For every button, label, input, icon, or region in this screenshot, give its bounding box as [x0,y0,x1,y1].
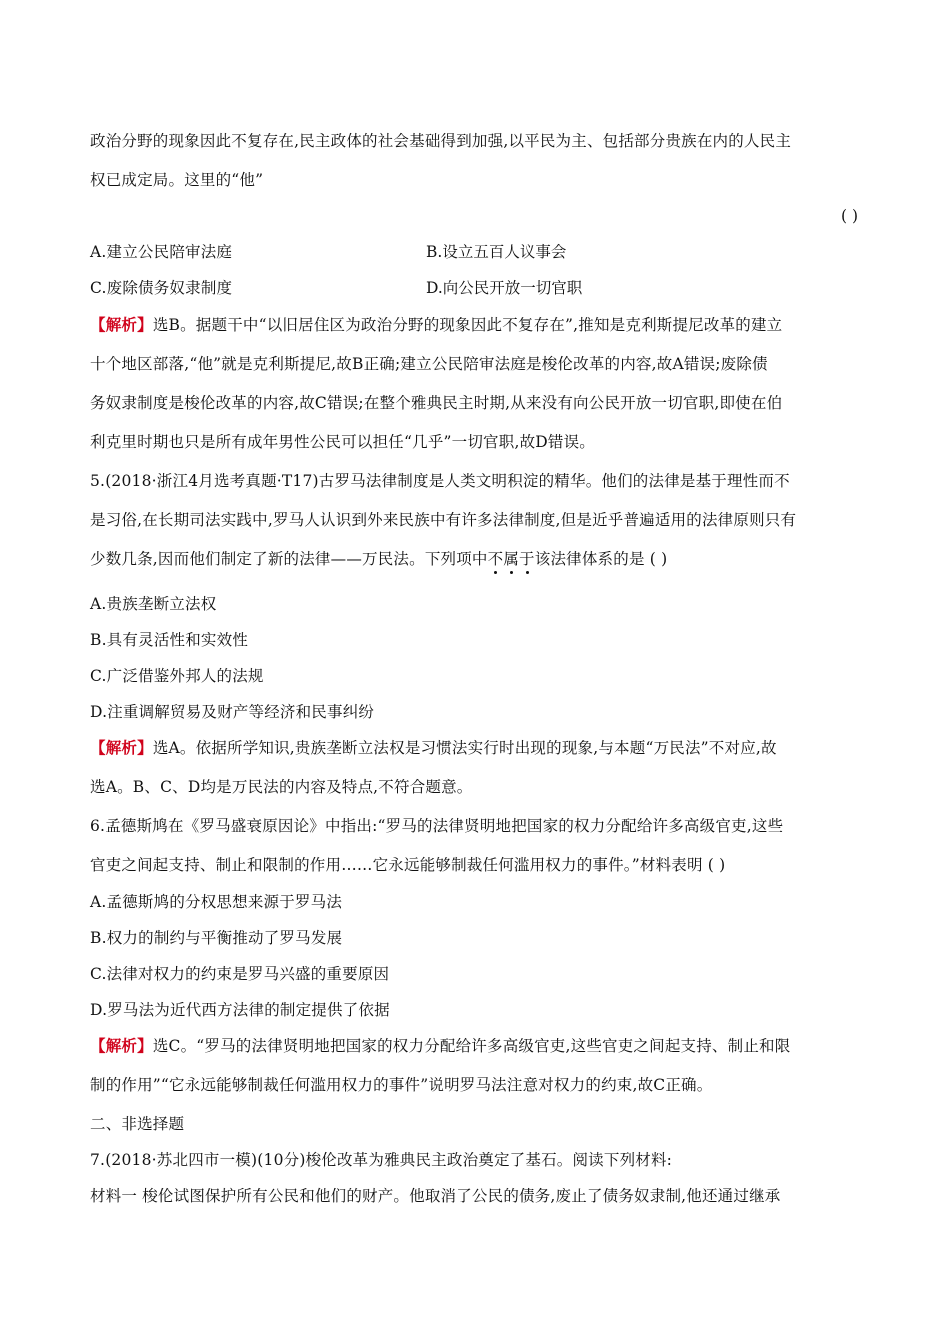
q4-analysis-line-1 [90,313,782,335]
analysis-tag: 【解析】 [90,738,153,757]
q5-analysis-line-1 [90,736,777,758]
q4-option-a: A.建立公民陪审法庭 [90,243,233,261]
q4-analysis-text-1: 选B。据题干中“以旧居住区为政治分野的现象因此不复存在”,推知是克利斯提尼改革的建立 [152,316,783,334]
section-heading: 二、非选择题 [90,1115,185,1133]
analysis-tag: 【解析】 [90,1036,153,1055]
q6-stem-line-2: 官吏之间起支持、制止和限制的作用……它永远能够制裁任何滥用权力的事件。”材料表明 ( ) [90,856,726,874]
emphasis-dot [494,571,497,574]
q5-stem-text-b: 该法律体系的是 ( ) [534,550,668,568]
q4-analysis-line-3: 务奴隶制度是梭伦改革的内容,故C错误;在整个雅典民主时期,从来没有向公民开放一切官职,即使在伯 [90,394,783,412]
q6-option-b: B.权力的制约与平衡推动了罗马发展 [90,929,343,947]
q6-option-d: D.罗马法为近代西方法律的制定提供了依据 [90,1001,390,1019]
q6-analysis-text-1: 选C。“罗马的法律贤明地把国家的权力分配给许多高级官吏,这些官吏之间起支持、制止和限 [152,1037,791,1055]
emphasis-dot [526,571,529,574]
q4-option-c: C.废除债务奴隶制度 [90,279,233,297]
analysis-tag: 【解析】 [90,315,153,334]
q4-analysis-line-4: 利克里时期也只是所有成年男性公民可以担任“几乎”一切官职,故D错误。 [90,433,596,451]
q4-option-d: D.向公民开放一切官职 [426,279,583,297]
q5-option-a: A.贵族垄断立法权 [90,595,217,613]
emphasis-not-belong [488,550,535,568]
answer-bracket: ( ) [840,207,858,225]
q6-option-a: A.孟德斯鸠的分权思想来源于罗马法 [90,893,343,911]
q5-analysis-line-2: 选A。B、C、D均是万民法的内容及特点,不符合题意。 [90,778,473,796]
q6-analysis-line-1 [90,1034,790,1056]
intro-line-1: 政治分野的现象因此不复存在,民主政体的社会基础得到加强,以平民为主、包括部分贵族在内的人民主 [90,132,792,150]
q5-option-b: B.具有灵活性和实效性 [90,631,249,649]
emphasis-text: 不属于 [487,550,535,568]
q5-stem-line-2: 是习俗,在长期司法实践中,罗马人认识到外来民族中有许多法律制度,但是近乎普遍适用的法律原则只有 [90,511,797,529]
q5-analysis-text-1: 选A。依据所学知识,贵族垄断立法权是习惯法实行时出现的现象,与本题“万民法”不对应,故 [152,739,777,757]
q7-stem-line-1: 7.(2018·苏北四市一模)(10分)梭伦改革为雅典民主政治奠定了基石。阅读下列材料: [90,1151,673,1169]
emphasis-dot [510,571,513,574]
q4-option-b: B.设立五百人议事会 [426,243,567,261]
q5-option-d: D.注重调解贸易及财产等经济和民事纠纷 [90,703,375,721]
q6-option-c: C.法律对权力的约束是罗马兴盛的重要原因 [90,965,390,983]
q4-analysis-line-2: 十个地区部落,“他”就是克利斯提尼,故B正确;建立公民陪审法庭是梭伦改革的内容,故A错误;废除债 [90,355,768,373]
intro-line-2: 权已成定局。这里的“他” [90,171,264,189]
q5-option-c: C.广泛借鉴外邦人的法规 [90,667,264,685]
q5-stem-line-1: 5.(2018·浙江4月选考真题·T17)古罗马法律制度是人类文明积淀的精华。他们的法律是基于理性而不 [90,472,790,490]
q6-stem-line-1: 6.孟德斯鸠在《罗马盛衰原因论》中指出:“罗马的法律贤明地把国家的权力分配给许多高级官吏,这些 [90,817,784,835]
q5-stem-line-3 [90,547,667,569]
q5-stem-text-a: 少数几条,因而他们制定了新的法律——万民法。下列项中 [90,550,488,568]
q7-material-1: 材料一 梭伦试图保护所有公民和他们的财产。他取消了公民的债务,废止了债务奴隶制,他还通过继承 [90,1187,781,1205]
q6-analysis-line-2: 制的作用”“它永远能够制裁任何滥用权力的事件”说明罗马法注意对权力的约束,故C正确。 [90,1076,713,1094]
